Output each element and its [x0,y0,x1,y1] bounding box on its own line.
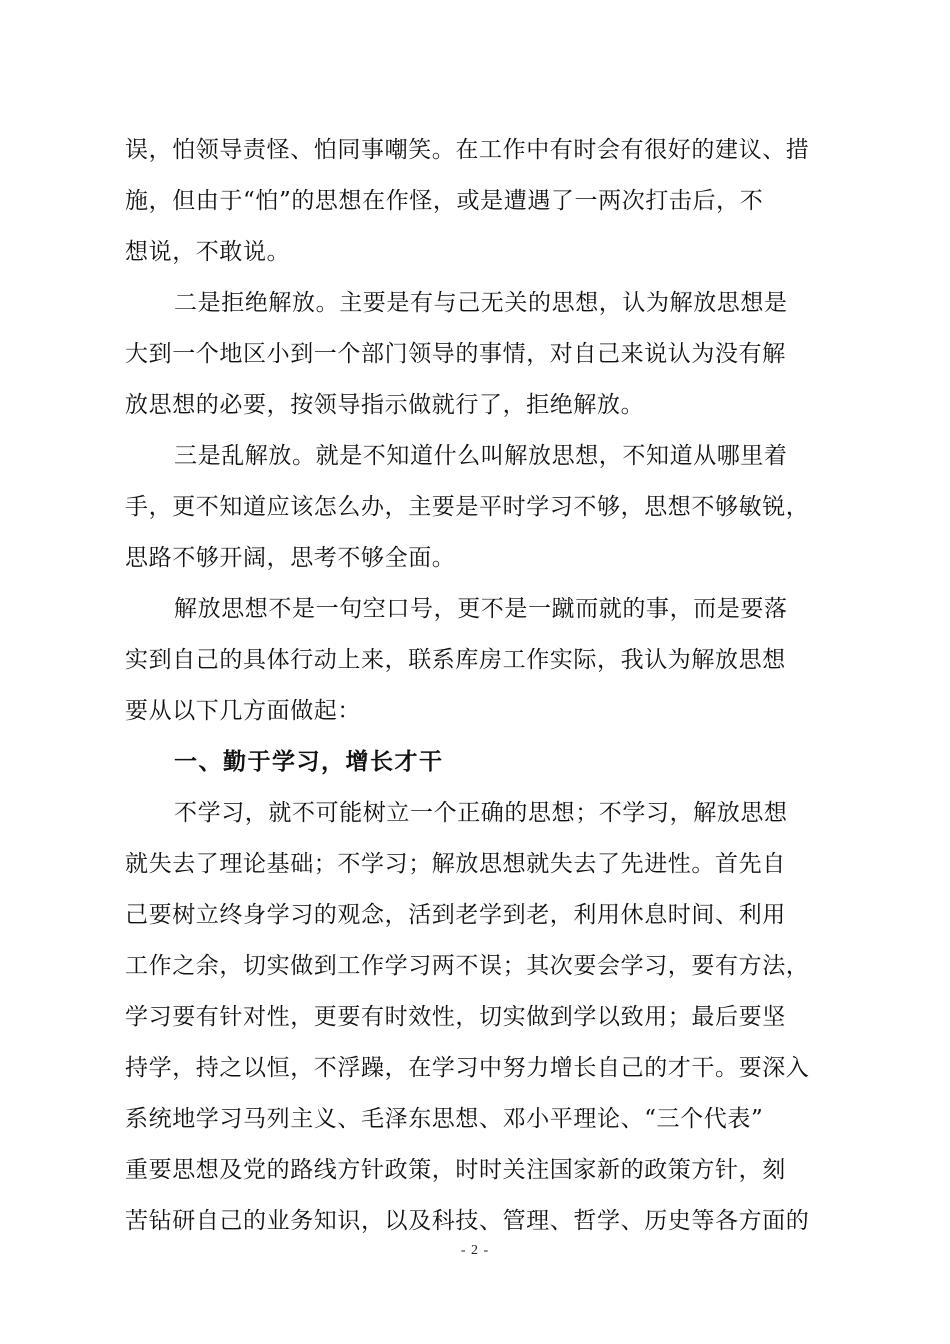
paragraph-start-line: 三是乱解放。就是不知道什么叫解放思想，不知道从哪里着 [174,443,788,469]
text-line: 施，但由于“怕”的思想在作怪，或是遭遇了一两次打击后，不 [125,188,764,214]
text-line: 要从以下几方面做起： [125,698,361,724]
paragraph-start-line: 不学习，就不可能树立一个正确的思想；不学习，解放思想 [174,800,788,826]
text-line: 误，怕领导责怪、怕同事嘲笑。在工作中有时会有很好的建议、措 [125,137,810,163]
text-line: 手，更不知道应该怎么办，主要是平时学习不够，思想不够敏锐， [125,494,810,520]
text-line: 重要思想及党的路线方针政策，时时关注国家新的政策方针，刻 [125,1157,786,1183]
text-line: 思路不够开阔，思考不够全面。 [125,545,456,571]
text-line: 想说，不敢说。 [125,239,291,265]
text-line: 己要树立终身学习的观念，活到老学到老，利用休息时间、利用 [125,902,786,928]
section-heading: 一、勤于学习，增长才干 [174,749,444,775]
text-line: 就失去了理论基础；不学习；解放思想就失去了先进性。首先自 [125,851,786,877]
text-line: 工作之余，切实做到工作学习两不误；其次要会学习，要有方法， [125,953,810,979]
text-line: 放思想的必要，按领导指示做就行了，拒绝解放。 [125,392,645,418]
text-line: 系统地学习马列主义、毛泽东思想、邓小平理论、“三个代表” [125,1106,764,1132]
page-number: - 2 - [460,1243,490,1258]
text-line: 实到自己的具体行动上来，联系库房工作实际，我认为解放思想 [125,647,786,673]
text-line: 苦钻研自己的业务知识，以及科技、管理、哲学、历史等各方面的 [125,1208,810,1234]
text-line: 大到一个地区小到一个部门领导的事情，对自己来说认为没有解 [125,341,786,367]
text-line: 学习要有针对性，更要有时效性，切实做到学以致用；最后要坚 [125,1004,786,1030]
paragraph-start-line: 解放思想不是一句空口号，更不是一蹴而就的事，而是要落 [174,596,788,622]
text-line: 持学，持之以恒，不浮躁，在学习中努力增长自己的才干。要深入 [125,1055,810,1081]
paragraph-start-line: 二是拒绝解放。主要是有与己无关的思想，认为解放思想是 [174,290,788,316]
